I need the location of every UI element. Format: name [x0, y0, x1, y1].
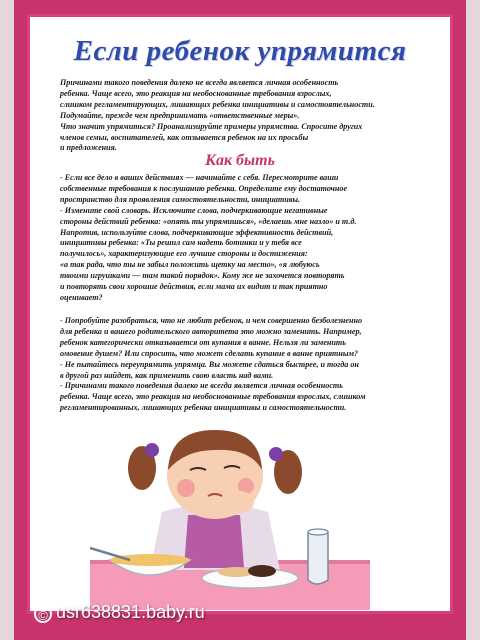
advice-line: ребенок категорически отказывается от купания в ванне. Нельзя ли заменить [60, 337, 346, 347]
advice-line: - Не пытайтесь переупрямить упрямца. Вы можете сдаться быстрее, и тогда он [60, 359, 359, 369]
bib [184, 515, 244, 568]
advice-line: для ребенка и вашего родительского авторитета это можно заменить. Например, [60, 326, 362, 336]
stubborn-child-illustration [90, 420, 410, 610]
left-cheek [177, 479, 195, 497]
advice-line: - Если все дело в ваших действиях — начинайте с себя. Пересмотрите ваши [60, 173, 339, 182]
watermark [34, 600, 205, 624]
cutlet [248, 565, 276, 577]
advice-line: «а так рада, что ты не забыл положить щетку на место», «я любуюсь [60, 260, 320, 270]
advice-line: регламентированных, лишающих ребенка инициативы и самостоятельности. [60, 403, 347, 413]
advice-line: инициативы ребенка: «Ты решил сам надеть ботинки и у тебя все [60, 238, 302, 248]
intro-line: Что значит упрямиться? Проанализируйте примеры упрямства. Спросите других [60, 121, 363, 131]
advice-line: омовение душем? Или спросить, что может сделать купание в ванне приятным? [60, 348, 359, 358]
advice-line: - Попробуйте разобраться, что не любит ребенок, и чем совершенно безболезненно [60, 316, 362, 325]
intro-line: слишком регламентирующих, лишающих ребенка инициативы и самостоятельности. [60, 99, 375, 109]
advice-line: собственные требования к послушанию ребенка. Определите ему достаточное [60, 183, 348, 193]
advice-line: - Причинами такого поведения далеко не всегда является личная особенность [60, 381, 343, 391]
advice-line: пространство для проявления самостоятельности, инициативы. [60, 194, 301, 204]
advice-line: в другой раз найдет, как применить свою власть над вами. [60, 370, 274, 380]
intro-line: и предложения. [60, 143, 117, 153]
soup [110, 554, 190, 566]
advice-line: твоими игрушками — там такой порядок». Кому же не захочется повторять [60, 271, 345, 281]
poster-title: Если ребенок упрямится [73, 35, 407, 67]
spoon [90, 548, 130, 560]
advice-list-part1 [60, 173, 438, 304]
watermark-text: usr638831.baby.ru [56, 602, 205, 622]
advice-line: Напротив, используйте слова, подчеркивающие эффективность действий, [60, 227, 334, 237]
advice-line: стороны действий ребенка: «опять ты упрямишься», «делаешь мне назло» и т.д. [60, 216, 357, 226]
advice-line: ребенка. Чаще всего, это реакция на необоснованные требования взрослых, слишком [60, 392, 366, 402]
cup [308, 532, 328, 584]
intro-paragraph [60, 78, 432, 154]
intro-line: ребенка. Чаще всего, это реакция на необоснованные требования взрослых, [60, 88, 332, 98]
intro-line: Причинами такого поведения далеко не всегда является личная особенность [60, 78, 339, 87]
advice-line: получилось», характеризующие его лучшие стороны и достижения: [60, 249, 308, 259]
advice-list-part2 [60, 316, 438, 414]
advice-line: оценивает? [60, 292, 103, 302]
advice-line: - Измените свой словарь. Исключите слова, подчеркивающие негативные [60, 205, 328, 215]
right-bow [269, 447, 283, 461]
advice-line: и повторять свои хорошие действия, если мама их видит и так приятно [60, 282, 328, 292]
copyright-icon: © [34, 605, 52, 623]
left-bow [145, 443, 159, 457]
section-heading: Как быть [205, 152, 275, 169]
intro-line: Подумайте, прежде чем предпринимать «ответственные меры». [60, 110, 300, 120]
hand [226, 491, 254, 513]
intro-line: членов семьи, воспитателей, как отзывается ребенок на их просьбы [60, 132, 309, 142]
cup-rim [308, 529, 328, 535]
